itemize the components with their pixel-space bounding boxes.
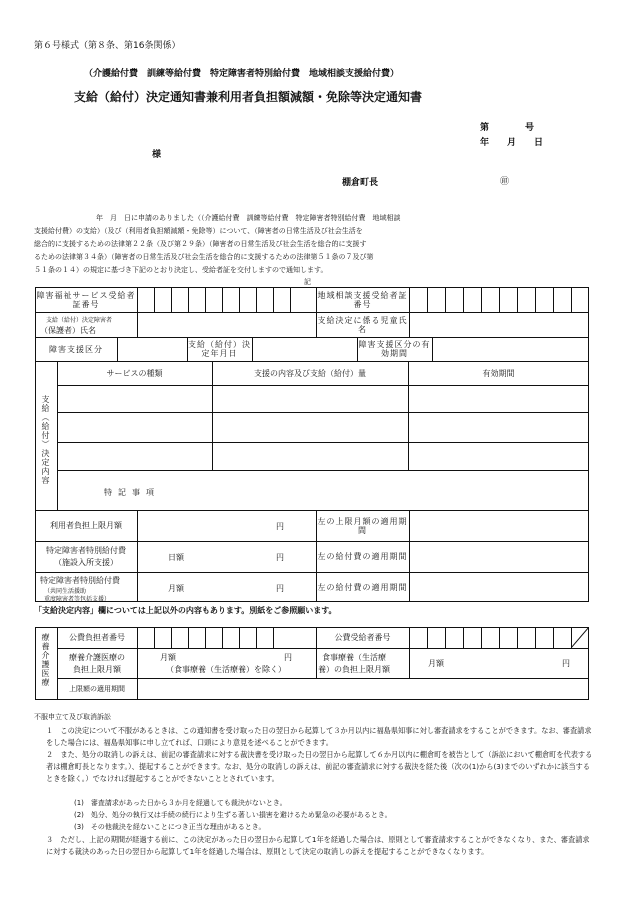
user-burden-cap-label: 利用者負担上限月額 [50, 521, 122, 530]
meal-yen: 円 [562, 659, 570, 668]
daily-yen: 円 [276, 553, 284, 562]
guardian-name-label: （保護者）氏名 [40, 326, 96, 335]
issuer: 棚倉町長 [342, 178, 379, 188]
special-benefit-facility-l2: （施設入所支援） [54, 558, 118, 567]
public-recipient-no-label: 公費受給者番号 [334, 633, 391, 642]
decided-person-label: 支給（給付）決定障害者 [46, 317, 113, 324]
intro-line-1: 年 月 日に申請のありました（（介護給付費 訓練等給付費 特定障害者特別給付費 地域相談 [96, 214, 401, 222]
decision-date-label: 支給（給付）決定年月日 [188, 340, 251, 358]
cap-period-label: 左の上限月額の適用期間 [317, 516, 408, 535]
daily-amount-label: 日額 [168, 553, 184, 562]
meal-excluded-note: （食事療養（生活療養）を除く） [166, 665, 286, 674]
col-valid-period: 有効期間 [482, 368, 515, 378]
intro-line-5: ５１条の１４）の規定に基づき下記のとおり決定し、受給者証を交付しますので通知します。 [34, 266, 328, 274]
form-id: 第６号様式（第８条、第16条関係） [34, 41, 181, 51]
document-title: 支給（給付）決定通知書兼利用者負担額減額・免除等決定通知書 [74, 90, 423, 104]
medical-cap-label-2: 負担上限月額 [73, 665, 121, 674]
user-burden-yen: 円 [276, 522, 284, 531]
appeal-heading: 不服申立て及び取消訴訟 [34, 713, 111, 721]
special-benefit-group-l3: 重度障害者等包括支援） [44, 596, 111, 603]
monthly-amount-label: 月額 [168, 584, 184, 593]
disability-class-label: 障害支援区分 [49, 344, 103, 354]
child-name-label: 支給決定に係る児童氏名 [317, 315, 408, 334]
benefit-period-label-1: 左の給付費の適用期間 [317, 552, 408, 561]
col-support-amount: 支援の内容及び支給（給付）量 [254, 368, 366, 378]
document-date: 年 月 日 [480, 138, 544, 148]
addressee-suffix: 様 [152, 150, 162, 160]
intro-line-2: 支援給付費）の支給）（及び（利用者負担額減額・免除等）について、（障害者の日常生活及び社会生活を [34, 227, 363, 235]
appeal-item-1: (1) 審査請求があった日から３か月を経過しても裁決がないとき。 [74, 799, 287, 807]
special-benefit-facility-l1: 特定障害者特別給付費 [46, 546, 126, 555]
appeal-paragraph-3: ３ ただし、上記の期間が経過する前に、この決定があった日の翌日から起算して1年を経過した場合は、原則として審査請求することができなくなり、また、審査請求に対する裁決のあった日の翌日から起算して1年を経過した場合は、原則として決定の取消しの訴えを提起することができなくなります。 [46, 835, 590, 857]
document-number: 第 号 [480, 123, 535, 133]
appeal-paragraph-1: １ この決定について不服があるときは、この通知書を受け取った日の翌日から起算して３か月以内に福島県知事に対し審査請求をすることができます。なお、審査請求をした場合には、福島県知事に申し立てれば、口頭により意見を述べることができます。 [46, 726, 592, 748]
special-benefit-group-l2: （共同生活援助 [44, 588, 87, 595]
seal-mark: ㊞ [500, 177, 510, 187]
medical-cap-label-1: 療養介護医療の [69, 653, 125, 662]
meal-cap-label-1: 食事療養（生活療 [322, 653, 386, 662]
intro-line-3: 総合的に支援するための法律第２２条（及び第２９条）（障害者の日常生活及び社会生活を総合的に支援す [34, 240, 367, 248]
decision-content-label: 支給（給付）決定内容 [41, 395, 50, 485]
intro-line-4: るための法律第３４条）（障害者の日常生活及び社会生活を総合的に支援するための法律第５１条の７及び第 [34, 253, 374, 261]
appeal-item-3: (3) その他裁決を経ないことにつき正当な理由があるとき。 [74, 823, 266, 831]
meal-cap-label-2: 養）の負担上限月額 [318, 665, 390, 674]
attachment-note: 「支給決定内容」欄については上記以外の内容もあります。別紙をご参照願います。 [34, 606, 337, 615]
medical-yen: 円 [284, 653, 292, 662]
appeal-item-2: (2) 処分、処分の執行又は手続の続行により生ずる著しい損害を避けるため緊急の必要があるとき。 [74, 811, 392, 819]
special-notes-label: 特記事項 [104, 488, 160, 497]
appeal-paragraph-2: ２ また、処分の取消しの訴えは、前記の審査請求に対する裁決書を受け取った日の翌日から起算して６か月以内に棚倉町を被告として（訴訟において棚倉町を代表する者は棚倉町長となります。）、提起することができます。なお、処分の取消しの訴えは、前記の審査請求に対する裁決を経た後（次の(1)から(3)までのいずれかに該当するときを除く。）でなければ提起することができないこととされています。 [46, 750, 593, 784]
regional-cert-no-label: 地域相談支援受給者証番号 [317, 290, 408, 309]
meal-monthly-label: 月額 [428, 659, 444, 668]
monthly-yen: 円 [276, 584, 284, 593]
col-service-type: サービスの種類 [106, 368, 163, 378]
special-benefit-group-l1: 特定障害者特別給付費 [40, 576, 120, 585]
welfare-cert-no-label: 障害福祉サービス受給者証番号 [36, 290, 136, 309]
medical-cap-period-label: 上限額の適用期間 [69, 684, 125, 693]
ki-label: 記 [304, 278, 311, 286]
public-payer-no-label: 公費負担者番号 [69, 633, 125, 642]
medical-side-label: 療養介護医療 [41, 633, 50, 687]
benefit-types: （介護給付費 訓練等給付費 特定障害者特別給付費 地域相談支援給付費） [84, 69, 400, 79]
benefit-period-label-2: 左の給付費の適用期間 [317, 582, 408, 592]
diagonal-strike [571, 627, 589, 648]
medical-monthly-label: 月額 [160, 653, 176, 662]
class-valid-period-label: 障害支援区分の有効期間 [358, 340, 431, 358]
